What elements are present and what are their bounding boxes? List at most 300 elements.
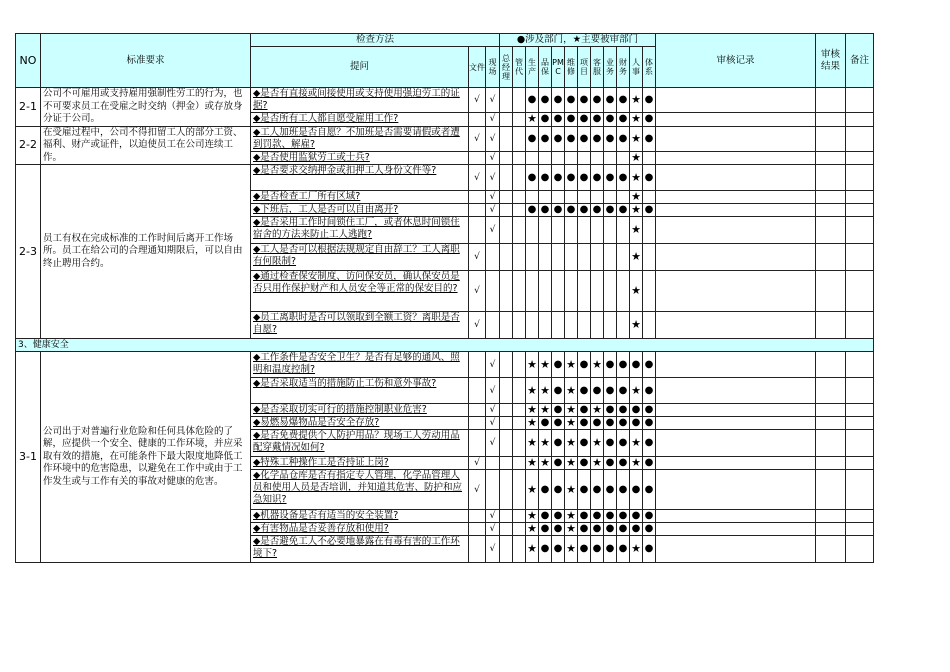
dept-mark-5: ● [565,113,578,126]
dept-mark-8: ● [604,113,617,126]
dept-mark-4 [552,271,565,312]
dept-mark-1 [513,126,526,151]
question-cell [251,165,469,191]
dept-mark-8: ● [604,457,617,470]
audit-question: ◆下班后，工人是否可以自由离开? [253,204,399,215]
header-dept-5: 维修 [565,47,578,88]
audit-question: ◆易燃易爆物品是否安全存放? [253,417,380,428]
dept-mark-8: ● [604,417,617,430]
section-title-health-safety: 3、健康安全 [16,339,874,352]
dept-mark-4: ● [552,470,565,510]
dept-mark-7: ● [591,378,604,404]
audit-record-cell[interactable] [656,430,816,457]
doc-check: √ [469,244,486,271]
dept-mark-3: ★ [540,403,550,416]
dept-mark-6: ● [578,113,591,126]
dept-mark-3: ★ [539,378,552,404]
header-remark: 备注 [846,34,874,88]
audit-record-cell[interactable] [656,378,816,404]
dept-mark-8: ● [604,204,617,217]
dept-mark-6 [578,217,591,244]
dept-mark-6: ● [578,378,591,404]
dept-mark-5: ● [565,204,578,217]
question-cell [251,88,469,113]
dept-mark-6: ● [578,510,591,523]
result-cell[interactable] [816,457,846,470]
question-cell [251,191,469,204]
dept-mark-11 [643,151,656,164]
dept-mark-5: ★ [565,430,578,457]
dept-mark-4: ● [552,165,565,191]
remark-cell[interactable] [846,126,874,151]
doc-check [469,191,486,204]
dept-mark-1 [513,417,526,430]
dept-mark-10: ★ [630,217,643,244]
result-cell[interactable] [816,271,846,312]
dept-mark-3 [539,191,552,204]
dept-mark-0 [500,510,513,523]
dept-mark-7 [591,271,604,312]
header-dept-7: 客服 [591,47,604,88]
dept-mark-2: ● [526,126,539,151]
header-standard: 标准要求 [41,34,251,88]
dept-mark-9: ● [617,417,630,430]
site-check: √ [486,113,500,126]
dept-mark-7: ● [591,417,604,430]
dept-mark-2 [526,151,539,164]
result-cell[interactable] [816,126,846,151]
dept-mark-1 [513,204,526,217]
doc-check [469,536,486,563]
dept-mark-4: ● [552,417,565,430]
dept-mark-2 [526,191,539,204]
dept-mark-0 [500,217,513,244]
audit-question: ◆是否采取切实可行的措施控制职业危害? [253,404,427,415]
header-dept-3: 品保 [539,47,552,88]
result-cell[interactable] [816,536,846,563]
audit-record-cell[interactable] [656,470,816,510]
dept-mark-0 [500,88,513,113]
dept-mark-1 [513,470,526,510]
result-cell[interactable] [816,312,846,339]
dept-mark-4 [552,312,565,339]
question-cell [251,244,469,271]
audit-record-cell[interactable] [656,113,816,126]
audit-question: ◆工人是否可以根据法规规定自由辞工？工人离职有何限制? [253,244,460,267]
remark-cell[interactable] [846,417,874,430]
question-cell [251,457,469,470]
remark-cell[interactable] [846,88,874,113]
remark-cell[interactable] [846,536,874,563]
doc-check [469,430,486,457]
dept-mark-11: ● [643,470,656,510]
dept-mark-10: ● [630,470,643,510]
header-audit-record: 审核记录 [656,34,816,88]
dept-mark-1 [513,271,526,312]
dept-mark-0 [500,165,513,191]
dept-mark-0 [500,457,513,470]
dept-mark-7 [591,151,604,164]
dept-mark-10: ● [630,523,643,536]
dept-mark-0 [500,113,513,126]
audit-question: ◆是否采取适当的措施防止工伤和意外事故? [253,378,437,389]
dept-mark-1 [513,510,526,523]
question-cell [251,523,469,536]
remark-cell[interactable] [846,430,874,457]
dept-mark-6 [578,191,591,204]
audit-record-cell[interactable] [656,244,816,271]
dept-mark-11: ● [643,113,656,126]
dept-mark-8 [604,244,617,271]
dept-mark-5: ● [565,126,578,151]
dept-mark-10: ★ [630,271,643,312]
dept-mark-2 [526,312,539,339]
result-cell[interactable] [816,378,846,404]
dept-mark-9 [617,271,630,312]
dept-mark-9 [617,151,630,164]
audit-record-cell[interactable] [656,204,816,217]
audit-question: ◆通过检查保安制度、访问保安员，确认保安员是否只用作保护财产和人员安全等正常的保安目的? [253,271,460,294]
remark-cell[interactable] [846,470,874,510]
dept-mark-10: ★ [631,203,641,216]
site-check: √ [486,204,500,217]
header-dept-4: PMC [552,47,565,88]
dept-mark-8 [604,191,617,204]
remark-cell[interactable] [846,312,874,339]
dept-mark-1 [513,217,526,244]
dept-mark-1 [513,430,526,457]
site-check: √ [486,126,500,151]
dept-mark-3: ★ [539,352,552,378]
dept-mark-8: ● [604,165,617,191]
header-dept-2: 生产 [526,47,539,88]
dept-mark-1 [513,457,526,470]
doc-check [469,404,486,417]
audit-question: ◆工人加班是否自愿？不加班是否需要请假或者遭到罚款、解雇? [253,126,460,150]
doc-check [469,352,486,378]
question-cell [251,510,469,523]
dept-mark-11: ● [643,404,656,417]
dept-mark-0 [500,191,513,204]
header-doc: 文件 [469,47,486,88]
doc-check: √ [469,126,486,151]
question-cell [251,312,469,339]
dept-mark-5: ● [565,88,578,113]
dept-mark-9: ● [617,204,630,217]
dept-mark-5: ★ [566,456,576,469]
result-cell[interactable] [816,523,846,536]
dept-mark-1 [513,378,526,404]
dept-mark-9: ● [617,523,630,536]
remark-cell[interactable] [846,404,874,417]
site-check [486,271,500,312]
dept-mark-7: ● [591,510,604,523]
dept-mark-0 [500,404,513,417]
remark-cell[interactable] [846,510,874,523]
clause-number: 3-1 [16,352,41,563]
dept-mark-2: ★ [526,536,539,563]
dept-mark-11 [643,312,656,339]
doc-check [469,378,486,404]
dept-mark-9 [617,217,630,244]
dept-mark-8: ● [604,510,617,523]
remark-cell[interactable] [846,217,874,244]
dept-mark-11 [643,191,656,204]
standard-requirement: 公司出于对普遍行业危险和任何具体危险的了解，应提供一个安全、健康的工作环境，并应采取有效的措施，在可能条件下最大限度地降低工作环境中的危害隐患，以避免在工作中或由于工作发生或与工作有关的事故对健康的危害。 [41,352,251,563]
audit-record-cell[interactable] [656,523,816,536]
header-dept-8: 业务 [604,47,617,88]
remark-cell[interactable] [846,352,874,378]
audit-checklist-table [15,33,874,563]
dept-mark-0 [500,378,513,404]
site-check: √ [486,151,500,164]
audit-record-cell[interactable] [656,217,816,244]
audit-record-cell[interactable] [656,536,816,563]
dept-mark-6: ● [578,404,591,417]
dept-mark-2: ★ [527,112,537,126]
dept-mark-4: ● [552,430,565,457]
remark-cell[interactable] [846,523,874,536]
dept-mark-7: ● [591,165,604,191]
remark-cell[interactable] [846,191,874,204]
dept-mark-11: ● [643,126,656,151]
question-cell [251,536,469,563]
dept-mark-10: ● [630,510,643,523]
header-dept-title: ●涉及部门，★主要被审部门 [500,34,656,47]
dept-mark-7 [591,312,604,339]
dept-mark-10: ★ [630,126,643,151]
dept-mark-10: ★ [630,165,643,191]
dept-mark-5: ★ [565,378,578,404]
dept-mark-2: ★ [527,456,537,469]
site-check [486,312,500,339]
question-cell [251,470,469,510]
result-cell[interactable] [816,165,846,191]
dept-mark-6 [578,244,591,271]
dept-mark-2: ● [526,204,539,217]
result-cell[interactable] [816,151,846,164]
dept-mark-4: ● [552,204,565,217]
dept-mark-1 [513,165,526,191]
remark-cell[interactable] [846,151,874,164]
dept-mark-1 [513,352,526,378]
audit-record-cell[interactable] [656,126,816,151]
dept-mark-9: ● [617,404,630,417]
site-check: √ [486,404,500,417]
audit-question: ◆员工离职时是否可以领取到全额工资？离职是否自愿? [253,312,460,335]
dept-mark-0 [500,244,513,271]
dept-mark-5 [565,217,578,244]
dept-mark-3: ● [539,113,552,126]
question-cell [251,352,469,378]
dept-mark-8 [604,151,617,164]
audit-record-cell[interactable] [656,191,816,204]
dept-mark-4: ● [552,113,565,126]
dept-mark-6: ● [578,88,591,113]
dept-mark-2: ★ [526,378,539,404]
remark-cell[interactable] [846,271,874,312]
result-cell[interactable] [816,417,846,430]
audit-record-cell[interactable] [656,417,816,430]
dept-mark-0 [500,126,513,151]
dept-mark-4: ● [552,126,565,151]
result-cell[interactable] [816,204,846,217]
dept-mark-0 [500,151,513,164]
result-cell[interactable] [816,430,846,457]
dept-mark-3: ● [539,417,552,430]
dept-mark-10: ★ [630,378,643,404]
dept-mark-10: ● [630,352,643,378]
site-check: √ [486,165,500,191]
dept-mark-8: ● [604,88,617,113]
header-result: 审核结果 [816,34,846,88]
doc-check: √ [469,457,486,470]
dept-mark-11: ● [643,352,656,378]
remark-cell[interactable] [846,204,874,217]
remark-cell[interactable] [846,244,874,271]
audit-question: ◆是否采用工作时间锁住工厂，或者休息时间锁住宿舍的方法来防止工人逃跑? [253,217,460,240]
dept-mark-3: ● [539,510,552,523]
dept-mark-9 [617,312,630,339]
question-cell [251,126,469,151]
result-cell[interactable] [816,244,846,271]
clause-number: 2-2 [16,126,41,165]
dept-mark-10: ★ [631,456,641,469]
dept-mark-10: ● [630,404,643,417]
dept-mark-10: ● [630,417,643,430]
result-cell[interactable] [816,404,846,417]
dept-mark-5: ★ [566,403,576,416]
dept-mark-9: ● [617,470,630,510]
question-cell [251,204,469,217]
dept-mark-1 [513,312,526,339]
dept-mark-2: ● [526,88,539,113]
header-question: 提问 [251,47,469,88]
dept-mark-9 [617,244,630,271]
question-cell [251,217,469,244]
header-dept-10: 人事 [630,47,643,88]
header-site: 现场 [486,47,500,88]
dept-mark-10: ★ [630,312,643,339]
dept-mark-2: ★ [527,522,537,535]
dept-mark-0 [500,536,513,563]
result-cell[interactable] [816,470,846,510]
remark-cell[interactable] [846,113,874,126]
dept-mark-7: ● [591,523,604,536]
dept-mark-4: ● [552,378,565,404]
dept-mark-11: ● [643,88,656,113]
result-cell[interactable] [816,191,846,204]
site-check [486,457,500,470]
dept-mark-11: ● [643,378,656,404]
dept-mark-5 [565,312,578,339]
dept-mark-9: ● [617,430,630,457]
doc-check [469,217,486,244]
site-check: √ [486,88,500,113]
result-cell[interactable] [816,113,846,126]
dept-mark-0 [500,352,513,378]
result-cell[interactable] [816,217,846,244]
result-cell[interactable] [816,88,846,113]
question-cell [251,417,469,430]
dept-mark-5: ★ [565,470,578,510]
dept-mark-2: ★ [527,403,537,416]
dept-mark-5: ● [565,165,578,191]
dept-mark-3: ● [539,523,552,536]
table-row [16,88,874,113]
dept-mark-4: ● [552,510,565,523]
dept-mark-6 [578,312,591,339]
audit-question: ◆是否免费提供个人防护用品？现场工人劳动用品配穿戴情况如何? [253,430,460,453]
dept-mark-2: ★ [527,416,537,429]
dept-mark-11: ● [643,523,656,536]
clause-number: 2-3 [16,165,41,339]
dept-mark-7: ● [591,113,604,126]
dept-mark-6: ● [578,204,591,217]
dept-mark-8 [604,217,617,244]
remark-cell[interactable] [846,165,874,191]
remark-cell[interactable] [846,378,874,404]
dept-mark-5 [565,244,578,271]
header-no: NO [16,34,41,88]
dept-mark-9: ● [617,536,630,563]
dept-mark-4 [552,191,565,204]
audit-record-cell[interactable] [656,165,816,191]
audit-record-cell[interactable] [656,151,816,164]
dept-mark-9: ● [617,165,630,191]
audit-record-cell[interactable] [656,352,816,378]
dept-mark-4: ● [552,536,565,563]
remark-cell[interactable] [846,457,874,470]
dept-mark-4 [552,151,565,164]
dept-mark-11: ● [643,536,656,563]
dept-mark-8 [604,312,617,339]
audit-record-cell[interactable] [656,404,816,417]
audit-record-cell[interactable] [656,510,816,523]
dept-mark-1 [513,151,526,164]
audit-record-cell[interactable] [656,457,816,470]
dept-mark-3 [539,271,552,312]
audit-record-cell[interactable] [656,88,816,113]
dept-mark-3: ● [539,470,552,510]
result-cell[interactable] [816,352,846,378]
dept-mark-1 [513,536,526,563]
doc-check [469,151,486,164]
dept-mark-8: ● [604,378,617,404]
header-dept-9: 财务 [617,47,630,88]
site-check: √ [486,217,500,244]
clause-number: 2-1 [16,88,41,127]
audit-question: ◆工作条件是否安全卫生？是否有足够的通风、照明和温度控制? [253,352,460,375]
dept-mark-6: ● [578,470,591,510]
result-cell[interactable] [816,510,846,523]
question-cell [251,113,469,126]
dept-mark-5: ★ [565,352,578,378]
dept-mark-6: ● [578,417,591,430]
dept-mark-0 [500,204,513,217]
dept-mark-11: ● [643,204,656,217]
audit-record-cell[interactable] [656,271,816,312]
dept-mark-6: ● [578,457,591,470]
dept-mark-8: ● [604,523,617,536]
doc-check: √ [469,165,486,191]
audit-record-cell[interactable] [656,312,816,339]
header-dept-1: 管代 [513,47,526,88]
dept-mark-9: ● [617,126,630,151]
dept-mark-11 [643,271,656,312]
dept-mark-5: ★ [566,509,576,522]
dept-mark-10: ★ [630,536,643,563]
